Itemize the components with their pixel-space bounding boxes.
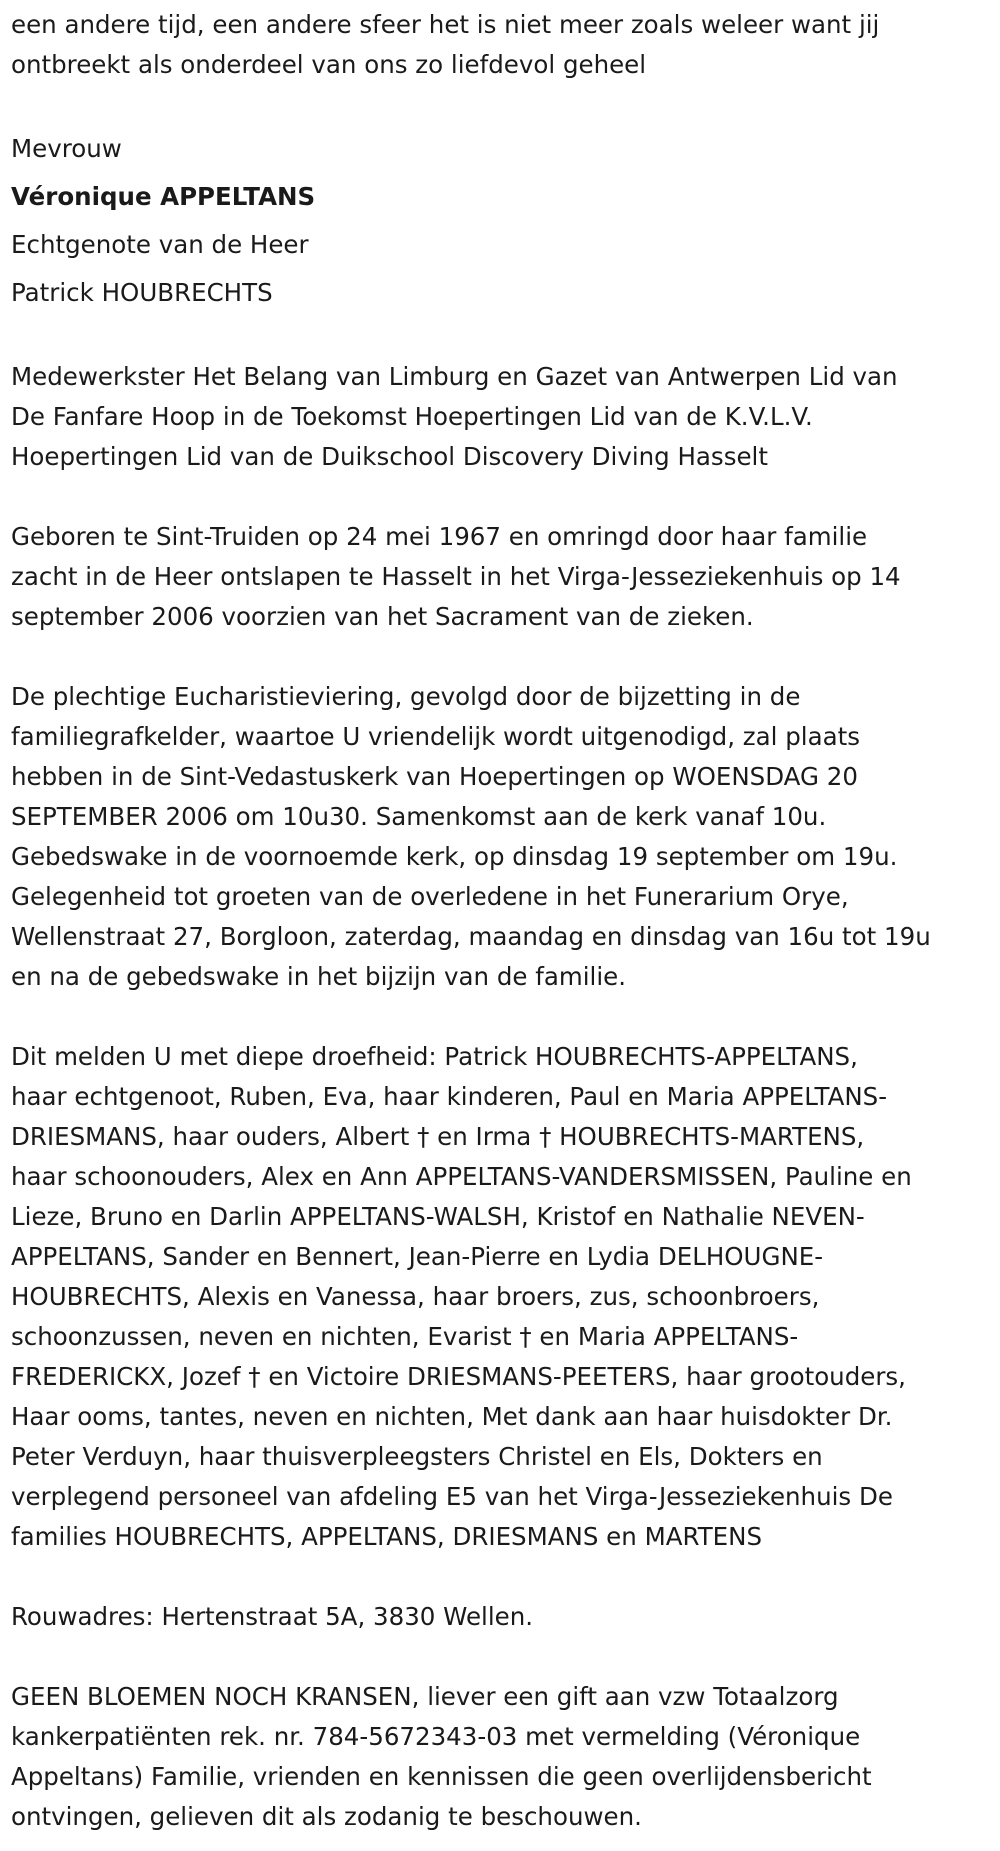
text-line: APPELTANS, Sander en Bennert, Jean-Pierre en Lydia DELHOUGNE- (11, 1242, 824, 1271)
text-line: familiegrafkelder, waartoe U vriendelijk wordt uitgenodigd, zal plaats (11, 722, 861, 751)
text-line: en na de gebedswake in het bijzijn van de familie. (11, 962, 627, 991)
text-line: Gebedswake in de voornoemde kerk, op dinsdag 19 september om 19u. (11, 842, 898, 871)
intro-line: een andere tijd, een andere sfeer het is niet meer zoals weleer want jij (11, 10, 880, 39)
text-line: FREDERICKX, Jozef † en Victoire DRIESMANS-PEETERS, haar grootouders, (11, 1362, 906, 1391)
text-line: Wellenstraat 27, Borgloon, zaterdag, maandag en dinsdag van 16u tot 19u (11, 922, 931, 951)
text-line: schoonzussen, neven en nichten, Evarist † en Maria APPELTANS- (11, 1322, 799, 1351)
text-line: Appeltans) Familie, vrienden en kennissen die geen overlijdensbericht (11, 1762, 872, 1791)
text-line: Dit melden U met diepe droefheid: Patrick HOUBRECHTS-APPELTANS, (11, 1042, 858, 1071)
text-line: zacht in de Heer ontslapen te Hasselt in het Virga-Jesseziekenhuis op 14 (11, 562, 901, 591)
text-line: De Fanfare Hoop in de Toekomst Hoepertingen Lid van de K.V.L.V. (11, 402, 813, 431)
mourning-address: Rouwadres: Hertenstraat 5A, 3830 Wellen. (11, 1602, 534, 1631)
text-line: Geboren te Sint-Truiden op 24 mei 1967 en omringd door haar familie (11, 522, 868, 551)
text-line: Hoepertingen Lid van de Duikschool Discovery Diving Hasselt (11, 442, 768, 471)
affiliations-paragraph (11, 357, 1000, 477)
flowers-paragraph (11, 1677, 1000, 1837)
text-line: Gelegenheid tot groeten van de overledene in het Funerarium Orye, (11, 882, 849, 911)
text-line: september 2006 voorzien van het Sacrament van de zieken. (11, 602, 754, 631)
text-line: De plechtige Eucharistieviering, gevolgd door de bijzetting in de (11, 682, 801, 711)
text-line: Lieze, Bruno en Darlin APPELTANS-WALSH, Kristof en Nathalie NEVEN- (11, 1202, 865, 1231)
person-title: Mevrouw (11, 134, 122, 163)
text-line: verplegend personeel van afdeling E5 van het Virga-Jesseziekenhuis De (11, 1482, 893, 1511)
text-line: DRIESMANS, haar ouders, Albert † en Irma † HOUBRECHTS-MARTENS, (11, 1122, 865, 1151)
person-spouse: Patrick HOUBRECHTS (11, 278, 273, 307)
text-line: kankerpatiënten rek. nr. 784-5672343-03 met vermelding (Véronique (11, 1722, 861, 1751)
obituary-document (0, 5, 1000, 1837)
text-line: Peter Verduyn, haar thuisverpleegsters Christel en Els, Dokters en (11, 1442, 823, 1471)
ceremony-paragraph (11, 677, 1000, 997)
text-line: HOUBRECHTS, Alexis en Vanessa, haar broers, zus, schoonbroers, (11, 1282, 820, 1311)
text-line: Haar ooms, tantes, neven en nichten, Met dank aan haar huisdokter Dr. (11, 1402, 893, 1431)
text-line: Medewerkster Het Belang van Limburg en Gazet van Antwerpen Lid van (11, 362, 898, 391)
text-line: haar echtgenoot, Ruben, Eva, haar kinderen, Paul en Maria APPELTANS- (11, 1082, 888, 1111)
intro-line: ontbreekt als onderdeel van ons zo liefdevol geheel (11, 50, 647, 79)
family-paragraph (11, 1037, 1000, 1557)
text-line: haar schoonouders, Alex en Ann APPELTANS-VANDERSMISSEN, Pauline en (11, 1162, 912, 1191)
text-line: SEPTEMBER 2006 om 10u30. Samenkomst aan de kerk vanaf 10u. (11, 802, 827, 831)
birth-death-paragraph (11, 517, 1000, 637)
text-line: GEEN BLOEMEN NOCH KRANSEN, liever een gift aan vzw Totaalzorg (11, 1682, 839, 1711)
address-paragraph (11, 1597, 1000, 1637)
text-line: families HOUBRECHTS, APPELTANS, DRIESMANS en MARTENS (11, 1522, 763, 1551)
person-block (11, 125, 1000, 317)
person-relation: Echtgenote van de Heer (11, 230, 309, 259)
text-line: ontvingen, gelieven dit als zodanig te beschouwen. (11, 1802, 642, 1831)
person-name: Véronique APPELTANS (11, 182, 316, 211)
text-line: hebben in de Sint-Vedastuskerk van Hoepertingen op WOENSDAG 20 (11, 762, 858, 791)
intro-verse (11, 5, 1000, 85)
